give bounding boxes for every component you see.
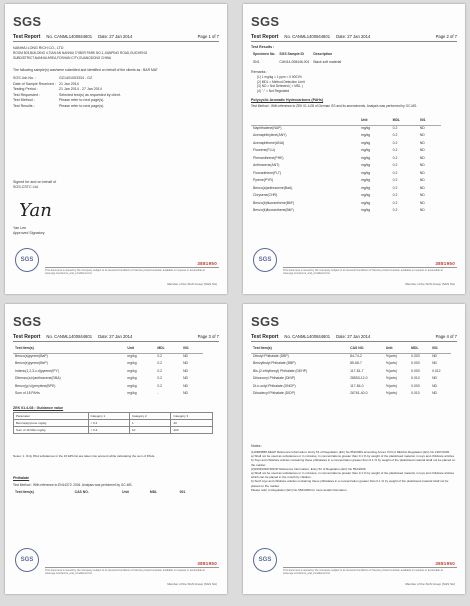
note-item: (1)DBP,BBP,DEHP Reference Information: Entry 51 of Regulation (EC) No 552/2009 amending Annex XVII of REACH Regulation (EC) No 1907/2006. (251, 450, 450, 454)
field-value: GZ1401003334 - GZ (59, 76, 93, 80)
client-company: NANHAI LONG RICH CO., LTD (13, 46, 64, 50)
table-cell: 0.2 (157, 383, 163, 388)
table-cell: mg/kg (127, 376, 137, 380)
table-cell: mg/kg (360, 200, 371, 205)
notes-list (251, 450, 457, 492)
table-cell: Dibenzo(a,h)anthracene(DBA) (15, 376, 61, 380)
report-date: Date: 27 Jan 2014 (98, 34, 133, 39)
col-header: Unit (122, 490, 129, 494)
field-label: Testing Period : (13, 87, 38, 92)
table-cell: ND (419, 163, 425, 167)
sgs-logo: SGS (13, 314, 42, 329)
page-number: Page 2 of 7 (435, 34, 457, 39)
page-header (251, 34, 457, 40)
table-cell: CAN14-008446.001 (279, 59, 310, 64)
signed-company: SGS-CSTC Ltd. (13, 185, 39, 189)
member-text: Member of the SGS Group (SGS SA) (405, 282, 455, 286)
table-cell: mg/kg (360, 140, 371, 145)
limits-cell: 20 (171, 420, 213, 427)
verification-code: 3881950 (435, 261, 455, 266)
table-cell: mg/kg (360, 170, 371, 175)
report-fields (13, 76, 121, 110)
report-page-4 (243, 304, 465, 594)
table-cell: %(w/w) (385, 376, 397, 380)
table-cell: mg/kg (125, 354, 155, 362)
report-date: Date: 27 Jan 2014 (98, 334, 133, 339)
table-row (251, 376, 451, 384)
notes: Notes: 1. Only PAH substances in the 16 EPA list are taken into account while calculating the sum of PAHs. (13, 454, 156, 458)
table-cell: ND (419, 185, 425, 190)
table-cell: mg/kg (360, 163, 371, 167)
table-cell: 0.2 (392, 155, 398, 160)
table-cell: Naphthalene(NAP) (251, 126, 359, 134)
report-number: No. CANML1400844601 (46, 34, 93, 39)
report-date: Date: 27 Jan 2014 (336, 334, 371, 339)
table-cell: Benzo(a)pyrene(BaP) (13, 354, 125, 362)
table-cell: ND (419, 208, 425, 212)
table-cell: mg/kg (359, 126, 391, 134)
footer-text: This document is issued by the Company subject to its General Conditions of Service printed overleaf, available on request or accessible at www.sgs.com/terms_and_conditions.htm (45, 569, 205, 575)
sample-intro: The following sample(s) was/were submitted and identified on behalf of the clients as : BAR MAT (13, 68, 158, 72)
divider (13, 41, 219, 42)
header-row (251, 118, 441, 126)
limits-header-row (14, 413, 213, 420)
table-row (251, 178, 441, 186)
verification-code: 3881950 (435, 561, 455, 566)
table-cell: Diisodecyl Phthalate (DIDP) (253, 391, 296, 395)
col-header: CAS NO. (350, 346, 365, 350)
col-header: Test Item(s) (15, 346, 34, 350)
table-cell: ND (419, 148, 425, 152)
pah-table (251, 118, 441, 216)
table-cell: ND (419, 178, 425, 182)
table-cell: %(w/w) (385, 391, 397, 395)
table-cell: mg/kg (127, 361, 137, 365)
footer-text: This document is issued by the Company subject to its General Conditions of Service printed overleaf, available on request or accessible at www.sgs.com/terms_and_conditions.htm (45, 269, 205, 275)
report-page-2 (243, 4, 465, 294)
member-text: Member of the SGS Group (SGS SA) (167, 582, 217, 586)
table-cell: ND (432, 361, 437, 365)
table-cell: Benzo(b)fluoranthene(BbF) (253, 200, 295, 205)
signature: Yan (19, 200, 52, 221)
limits-cell: < 0.2 (88, 427, 129, 434)
pah-table-continued (13, 346, 203, 399)
signed-for-text: Signed for and on behalf of (13, 180, 57, 184)
table-cell: 0.003 (409, 354, 430, 362)
page-footer (45, 567, 219, 576)
table-cell: mg/kg (360, 178, 371, 182)
table-cell: 85-68-7 (350, 361, 362, 365)
limits-table (13, 412, 213, 434)
table-cell: Anthracene(ANT) (253, 163, 280, 167)
divider (13, 341, 219, 342)
note-item: (2)DINP,DIDP,DNOP Reference Information: Entry 52 of Regulation (EC) No 552/2009. (251, 466, 367, 471)
note-item: b) Toys and childcare articles containing these phthalates in a concentration greater than 0.1 % by weight of the plasticised material shall not be placed on the market. (251, 458, 456, 467)
limits-title: ZEK 01.4-08 : Guidance value (13, 406, 64, 410)
col-header: 001 (183, 346, 189, 350)
limits-header: Category 1 (88, 413, 129, 420)
table-cell: 0.012 (432, 368, 441, 373)
member-text: Member of the SGS Group (SGS SA) (405, 582, 455, 586)
table-cell: 0.2 (392, 200, 398, 205)
table-cell: 0.2 (155, 354, 181, 362)
field-row (13, 104, 121, 110)
table-cell: mg/kg (360, 133, 371, 137)
table-cell: Di-n-octyl Phthalate (DNOP) (253, 383, 296, 388)
table-cell: 0.010 (411, 391, 420, 395)
phthalate-method: Test Method : With reference to EN14372: 2004. Analysis was performed by GC-MS. (13, 483, 133, 487)
col-header: MDL (157, 346, 165, 350)
table-row (251, 148, 441, 156)
table-cell: Fluoranthene(FLT) (253, 170, 282, 175)
remarks-list (257, 75, 305, 93)
table-cell: mg/kg (360, 155, 371, 160)
table-cell: mg/kg (360, 193, 371, 197)
limits-row (14, 420, 213, 427)
header-row (13, 490, 203, 498)
report-page-1 (5, 4, 227, 294)
field-label: Test Method : (13, 98, 35, 103)
report-title: Test Report (13, 34, 41, 40)
page-header (13, 334, 219, 340)
table-cell: Chrysene(CHR) (253, 193, 278, 197)
table-row (13, 376, 203, 384)
phthalate-title: Phthalate (13, 476, 30, 480)
table-cell: Benzo(a)anthracene(BaA) (253, 185, 293, 190)
member-text: Member of the SGS Group (SGS SA) (167, 282, 217, 286)
divider (251, 41, 457, 42)
page-header (13, 34, 219, 40)
report-title: Test Report (13, 334, 41, 340)
page-number: Page 3 of 7 (197, 334, 219, 339)
table-cell: mg/kg (360, 208, 371, 212)
table-cell: Black soft material (313, 59, 342, 64)
table-cell: %(w/w) (384, 354, 409, 362)
table-cell: ND (419, 193, 425, 197)
remarks-title: Remarks : (251, 70, 268, 74)
limits-header: Category 2 (130, 413, 171, 420)
col-header: MDL (149, 490, 158, 494)
sgs-seal: SGS (253, 248, 277, 272)
test-method: Test Method : With reference to ZEK 01.4-08 of German GS and its amendments. Analysis was performed by GC-MS. (251, 104, 418, 108)
header-row (251, 346, 451, 354)
report-number: No. CANML1400844601 (284, 34, 331, 39)
table-cell: 0.2 (157, 361, 163, 365)
table-cell: - (157, 391, 159, 395)
table-cell: ND (183, 391, 188, 395)
remark-item: (1) 1 mg/kg = 1 ppm = 0.0001% (257, 75, 302, 79)
verification-code: 3881950 (197, 261, 217, 266)
table-cell: ND (419, 155, 425, 160)
col-header: Specimen No. (253, 52, 276, 56)
table-cell: 0.2 (392, 133, 398, 137)
footer-text: This document is issued by the Company subject to its General Conditions of Service printed overleaf, available on request or accessible at www.sgs.com/terms_and_conditions.htm (283, 569, 443, 575)
table-cell: 0.2 (391, 126, 418, 134)
signer-title: Approved Signatory (13, 231, 45, 235)
table-cell: 26761-40-0 (350, 391, 368, 395)
table-cell: ND (183, 383, 188, 388)
table-row (13, 391, 203, 399)
sgs-logo: SGS (251, 14, 280, 29)
field-label: Date of Sample Received : (13, 81, 56, 86)
sgs-seal: SGS (15, 548, 39, 572)
report-number: No. CANML1400844601 (284, 334, 331, 339)
report-date: Date: 27 Jan 2014 (336, 34, 371, 39)
table-cell: 0.2 (392, 163, 398, 167)
col-header: Test Item(s) (253, 346, 272, 350)
limits-row (14, 427, 213, 434)
page-header (251, 334, 457, 340)
table-cell: Fluorene(FLU) (253, 148, 276, 152)
limits-cell: 1 (130, 420, 171, 427)
table-cell: 0.010 (411, 376, 420, 380)
limits-cell: Sum of 16 PAH mg/kg (14, 427, 89, 434)
limits-header: Parameter (14, 413, 89, 420)
phthalate-table (251, 346, 451, 399)
table-cell: mg/kg (360, 148, 371, 152)
table-row (13, 354, 203, 362)
table-row (13, 369, 203, 377)
limits-cell: < 0.2 (88, 420, 129, 427)
table-row (251, 163, 441, 171)
sgs-logo: SGS (251, 314, 280, 329)
header-row (13, 346, 203, 354)
table-cell: 0.003 (411, 383, 420, 388)
table-cell: 0.2 (392, 140, 398, 145)
table-row (251, 361, 451, 369)
client-address-1: ROOM 803,BUILDING 4,TIAN AN NANHAI CYBER PARK NO.1,JIANPING ROAD,GUICHENG (13, 51, 148, 55)
sgs-logo: SGS (13, 14, 42, 29)
col-header: MDL (411, 346, 419, 350)
notes-title: Notes : (251, 444, 263, 448)
col-header: Unit (360, 118, 368, 122)
table-cell: 117-81-7 (350, 368, 364, 373)
table-cell: mg/kg (127, 391, 137, 395)
table-cell: 0.2 (392, 193, 398, 197)
table-cell: 84-74-2 (348, 354, 384, 362)
report-title: Test Report (251, 34, 279, 40)
table-cell: ND (430, 354, 451, 362)
page-footer (283, 267, 457, 276)
limits-cell: Benzo(a)pyrene mg/kg (14, 420, 89, 427)
report-page-3 (5, 304, 227, 594)
table-cell: 0.003 (411, 368, 420, 373)
table-cell: Indeno(1,2,3-c,d)pyrene(IPY) (15, 368, 59, 373)
note-item: a) Shall not be used as substances or in mixtures, in concentrations greater than 0.1 % by weight of the plasticised material, in toys and childcare articles which can be placed in the mouth by children. (251, 471, 454, 480)
table-cell: mg/kg (127, 368, 137, 373)
table-cell: Acenaphthene(ANA) (253, 140, 285, 145)
remark-item: (2) MDL = Method Detection Limit (257, 79, 305, 84)
col-header: CAS NO. (74, 490, 89, 494)
note-item: Please refer to Regulation (EC) No 552/2009 for more detail information. (251, 487, 348, 492)
table-cell: ND (432, 383, 437, 388)
table-cell: ND (183, 368, 188, 373)
note-item: b) Such toys and childcare articles containing these phthalates in a concentration greater than 0.1 % by weight of the plasticised material shall not be placed on the market. (251, 479, 449, 488)
table-cell: Dibutyl Phthalate (DBP) (251, 354, 348, 362)
table-cell: 0.2 (392, 185, 398, 190)
specimen-table (251, 52, 343, 67)
table-cell: ND (181, 354, 203, 362)
verification-code: 3881950 (197, 561, 217, 566)
table-row (251, 141, 441, 149)
table-row (251, 354, 451, 362)
table-cell: mg/kg (360, 185, 371, 190)
col-header: 001 (432, 346, 438, 350)
table-row (251, 193, 441, 201)
table-row (251, 133, 441, 141)
table-row (13, 384, 203, 392)
report-title: Test Report (251, 334, 279, 340)
table-cell: %(w/w) (385, 383, 397, 388)
table-row (251, 156, 441, 164)
field-value: Please refer to next page(s). (59, 103, 105, 108)
limits-cell: 10 (130, 427, 171, 434)
table-cell: ND (183, 376, 188, 380)
table-row (13, 361, 203, 369)
col-header: MDL (392, 118, 400, 122)
table-cell: ND (418, 126, 441, 134)
field-value: Please refer to next page(s). (59, 98, 105, 103)
table-cell: Acenaphthylene(ANY) (253, 133, 287, 137)
remark-item: (4) "-" = Not Regulated (257, 88, 290, 93)
table-cell: 0.2 (157, 376, 163, 380)
table-cell: ND (419, 133, 425, 137)
table-row (251, 391, 451, 399)
field-value: 21 Jan 2014 - 27 Jan 2014 (59, 87, 102, 92)
col-header (251, 118, 359, 126)
table-row (251, 208, 441, 216)
footer-text: This document is issued by the Company subject to its General Conditions of Service printed overleaf, available on request or accessible at www.sgs.com/terms_and_conditions.htm (283, 269, 443, 275)
section-title: Polycyclic Aromatic Hydrocarbons (PAHs) (251, 98, 324, 102)
sgs-seal: SGS (253, 548, 277, 572)
table-cell: 0.003 (411, 361, 420, 365)
note-item: a) Shall not be used as substances or in mixtures, in concentrations greater than 0.1 % by weight of the plasticised material, in toys and childcare articles. (251, 454, 455, 459)
table-cell: 0.2 (392, 148, 398, 152)
remark-item: (3) ND = Not Detected ( < MDL ) (257, 84, 303, 89)
table-cell: mg/kg (127, 383, 137, 388)
table-cell: 0.2 (392, 170, 398, 175)
page-number: Page 4 of 7 (435, 334, 457, 339)
col-header: Description (313, 52, 333, 56)
table-cell: Sum of 18 PAHs (15, 391, 40, 395)
table-cell: Benzo(k)fluoranthene(BkF) (253, 208, 294, 212)
col-header: Test Item(s) (15, 490, 34, 494)
limits-header: Category 3 (171, 413, 213, 420)
table-cell: ND (183, 361, 188, 365)
table-cell: 117-84-0 (350, 383, 364, 388)
page-number: Page 1 of 7 (197, 34, 219, 39)
table-cell: %(w/w) (385, 361, 397, 365)
signer-name: Yan Lee (13, 226, 27, 230)
field-label: Test Requested : (13, 92, 40, 97)
table-cell: Phenanthrene(PHE) (253, 155, 284, 160)
field-label: Test Results : (13, 103, 35, 108)
field-label: SGS Job No. : (13, 76, 36, 80)
table-cell: Benzo(e)pyrene(BeP) (15, 361, 48, 365)
field-value: 21 Jan 2014 (59, 81, 79, 86)
table-cell: Diisononyl Phthalate (DINP) (253, 376, 296, 380)
page-footer (45, 267, 219, 276)
phthalate-header (13, 490, 203, 498)
table-row (251, 126, 441, 134)
table-cell: Benzo(g,h,i)perylene(BPE) (15, 383, 56, 388)
field-value: Selected test(s) as requested by client. (59, 92, 121, 97)
table-cell: 0.2 (392, 208, 398, 212)
limits-cell: 200 (171, 427, 213, 434)
table-row (251, 201, 441, 209)
report-number: No. CANML1400844601 (46, 334, 93, 339)
table-cell: 0.2 (157, 368, 163, 373)
page-footer (283, 567, 457, 576)
col-header: 001 (179, 490, 186, 494)
col-header: 001 (419, 118, 426, 122)
table-row (251, 384, 451, 392)
col-header: SGS Sample ID (279, 52, 304, 56)
table-cell: 28553-12-0 (350, 376, 368, 380)
table-cell: ND (419, 140, 425, 145)
table-cell: Bis-(2-ethylhexyl) Phthalate (DEHP) (253, 368, 308, 373)
table-cell: ND (432, 376, 437, 380)
table-cell: ND (419, 200, 425, 205)
table-cell: Pyrene(PYR) (253, 178, 273, 182)
col-header: Unit (385, 346, 393, 350)
client-address-2: SUBDISTRICT,NANHAI AREA,FOSHAN CITY,GUANGDONG CHINA (13, 56, 112, 60)
divider (251, 341, 457, 342)
sgs-seal: SGS (15, 248, 39, 272)
table-cell: ND (432, 391, 437, 395)
table-row (251, 369, 451, 377)
table-row (251, 171, 441, 179)
table-cell: ND (419, 170, 425, 175)
table-cell: Benzylbutyl Phthalate (BBP) (253, 361, 296, 365)
table-row (251, 186, 441, 194)
col-header: Unit (127, 346, 134, 350)
test-results-label: Test Results : (251, 45, 275, 49)
table-cell: SN1 (253, 59, 260, 64)
table-cell: 0.2 (392, 178, 398, 182)
table-cell: %(w/w) (385, 368, 397, 373)
